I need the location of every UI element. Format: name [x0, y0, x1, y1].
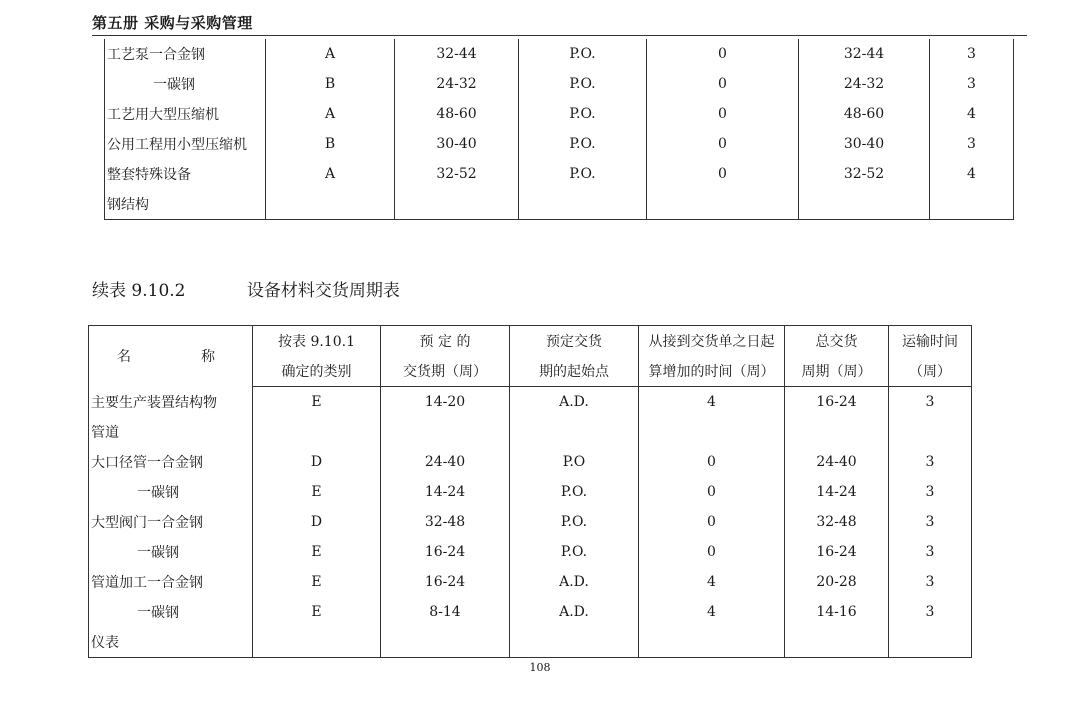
cell-category: E [253, 597, 381, 627]
cell-total: 14-24 [785, 477, 889, 507]
cell-transport: 3 [889, 477, 972, 507]
header-total-line1: 总交货 [785, 326, 889, 357]
table-row [89, 417, 972, 447]
cell-category: A [266, 159, 395, 189]
header-rule [92, 35, 1027, 36]
cell-added: 0 [647, 159, 799, 189]
cell-added: 0 [647, 99, 799, 129]
cell-transport [889, 417, 972, 447]
cell-added: 0 [647, 39, 799, 69]
cell-added: 4 [639, 597, 785, 627]
table-row [89, 447, 972, 477]
header-delivery-line1: 预 定 的 [381, 326, 510, 357]
table-row [105, 39, 1014, 69]
cell-added [647, 189, 799, 220]
cell-name: 大型阀门一合金钢 [89, 507, 253, 537]
table-caption [92, 276, 400, 301]
cell-delivery: 48-60 [395, 99, 519, 129]
header-start-line2: 期的起始点 [510, 356, 639, 387]
cell-total: 16-24 [785, 387, 889, 418]
cell-delivery: 32-44 [395, 39, 519, 69]
cell-delivery: 16-24 [381, 537, 510, 567]
cell-category [253, 417, 381, 447]
cell-start: A.D. [510, 387, 639, 418]
cell-category [253, 627, 381, 658]
cell-start: P.O. [510, 507, 639, 537]
cell-transport [930, 189, 1014, 220]
cell-delivery: 24-40 [381, 447, 510, 477]
table-row [89, 597, 972, 627]
cell-delivery: 16-24 [381, 567, 510, 597]
table-row [105, 129, 1014, 159]
cell-category: E [253, 537, 381, 567]
cell-total [785, 627, 889, 658]
header-name-part-b: 称 [201, 349, 215, 366]
header-start-line1: 预定交货 [510, 326, 639, 357]
page-header-title: 第五册 采购与采购管理 [92, 14, 253, 32]
cell-transport: 3 [889, 447, 972, 477]
cell-transport: 3 [930, 129, 1014, 159]
table-row [105, 69, 1014, 99]
table-header-row [89, 326, 972, 357]
cell-transport: 3 [889, 597, 972, 627]
cell-name: 管道加工一合金钢 [89, 567, 253, 597]
cell-start: P.O. [519, 39, 647, 69]
cell-total: 30-40 [799, 129, 930, 159]
cell-delivery [381, 627, 510, 658]
cell-delivery [395, 189, 519, 220]
cell-name: 钢结构 [105, 189, 266, 220]
cell-category: B [266, 69, 395, 99]
cell-start: P.O. [519, 129, 647, 159]
header-added-line2: 算增加的时间（周） [639, 356, 785, 387]
cell-transport: 3 [889, 387, 972, 418]
cell-total: 14-16 [785, 597, 889, 627]
cell-delivery: 14-24 [381, 477, 510, 507]
cell-category: B [266, 129, 395, 159]
cell-total: 20-28 [785, 567, 889, 597]
cell-start: A.D. [510, 597, 639, 627]
header-name [89, 326, 253, 387]
delivery-table-continued-top [104, 39, 1014, 220]
cell-total [785, 417, 889, 447]
header-transport-line1: 运输时间 [889, 326, 972, 357]
cell-category: D [253, 507, 381, 537]
page-number: 108 [529, 661, 551, 674]
cell-name: 公用工程用小型压缩机 [105, 129, 266, 159]
cell-added: 0 [639, 477, 785, 507]
table-row [105, 99, 1014, 129]
cell-category: E [253, 567, 381, 597]
cell-start [510, 627, 639, 658]
cell-delivery: 32-52 [395, 159, 519, 189]
cell-name: 工艺泵一合金钢 [105, 39, 266, 69]
delivery-cycle-table [88, 325, 972, 658]
cell-name: 工艺用大型压缩机 [105, 99, 266, 129]
header-name-part-a: 名 [117, 349, 131, 366]
cell-start: A.D. [510, 567, 639, 597]
header-total-line2: 周期（周） [785, 356, 889, 387]
table-caption-number: 续表 9.10.2 [92, 281, 186, 301]
cell-transport: 3 [930, 39, 1014, 69]
cell-start: P.O. [519, 69, 647, 99]
cell-delivery: 8-14 [381, 597, 510, 627]
table-row [89, 567, 972, 597]
cell-added [639, 417, 785, 447]
cell-added: 4 [639, 567, 785, 597]
cell-total: 32-48 [785, 507, 889, 537]
cell-delivery: 30-40 [395, 129, 519, 159]
cell-category [266, 189, 395, 220]
cell-name: 管道 [89, 417, 253, 447]
cell-name: 主要生产装置结构物 [89, 387, 253, 418]
header-category-line1: 按表 9.10.1 [253, 326, 381, 357]
table-row [105, 189, 1014, 220]
table-row [89, 537, 972, 567]
cell-transport: 3 [889, 537, 972, 567]
cell-delivery: 14-20 [381, 387, 510, 418]
cell-start [510, 417, 639, 447]
cell-transport: 3 [889, 507, 972, 537]
cell-name: 大口径管一合金钢 [89, 447, 253, 477]
cell-added: 0 [647, 69, 799, 99]
cell-added [639, 627, 785, 658]
cell-category: A [266, 99, 395, 129]
cell-name: 一碳钢 [89, 477, 253, 507]
header-added-line1: 从接到交货单之日起 [639, 326, 785, 357]
cell-total [799, 189, 930, 220]
table-caption-title: 设备材料交货周期表 [246, 281, 400, 301]
cell-transport [889, 627, 972, 658]
cell-added: 0 [647, 129, 799, 159]
cell-transport: 3 [889, 567, 972, 597]
cell-category: E [253, 387, 381, 418]
cell-added: 0 [639, 447, 785, 477]
header-transport-line2: （周） [889, 356, 972, 387]
cell-start [519, 189, 647, 220]
cell-delivery: 32-48 [381, 507, 510, 537]
header-category-line2: 确定的类别 [253, 356, 381, 387]
cell-category: A [266, 39, 395, 69]
table-row [105, 159, 1014, 189]
cell-total: 32-52 [799, 159, 930, 189]
cell-transport: 4 [930, 99, 1014, 129]
cell-start: P.O. [519, 159, 647, 189]
cell-transport: 3 [930, 69, 1014, 99]
cell-name: 仪表 [89, 627, 253, 658]
cell-delivery: 24-32 [395, 69, 519, 99]
cell-transport: 4 [930, 159, 1014, 189]
cell-total: 16-24 [785, 537, 889, 567]
cell-start: P.O [510, 447, 639, 477]
cell-added: 0 [639, 537, 785, 567]
cell-category: E [253, 477, 381, 507]
cell-total: 32-44 [799, 39, 930, 69]
cell-added: 0 [639, 507, 785, 537]
table-row [89, 627, 972, 658]
cell-name: 一碳钢 [89, 537, 253, 567]
cell-category: D [253, 447, 381, 477]
cell-name: 一碳钢 [89, 597, 253, 627]
cell-start: P.O. [510, 537, 639, 567]
cell-total: 48-60 [799, 99, 930, 129]
cell-total: 24-40 [785, 447, 889, 477]
table-row [89, 387, 972, 418]
cell-start: P.O. [519, 99, 647, 129]
cell-added: 4 [639, 387, 785, 418]
cell-delivery [381, 417, 510, 447]
table-row [89, 477, 972, 507]
cell-name: 一碳钢 [105, 69, 266, 99]
cell-start: P.O. [510, 477, 639, 507]
cell-name: 整套特殊设备 [105, 159, 266, 189]
cell-total: 24-32 [799, 69, 930, 99]
table-row [89, 507, 972, 537]
header-delivery-line2: 交货期（周） [381, 356, 510, 387]
